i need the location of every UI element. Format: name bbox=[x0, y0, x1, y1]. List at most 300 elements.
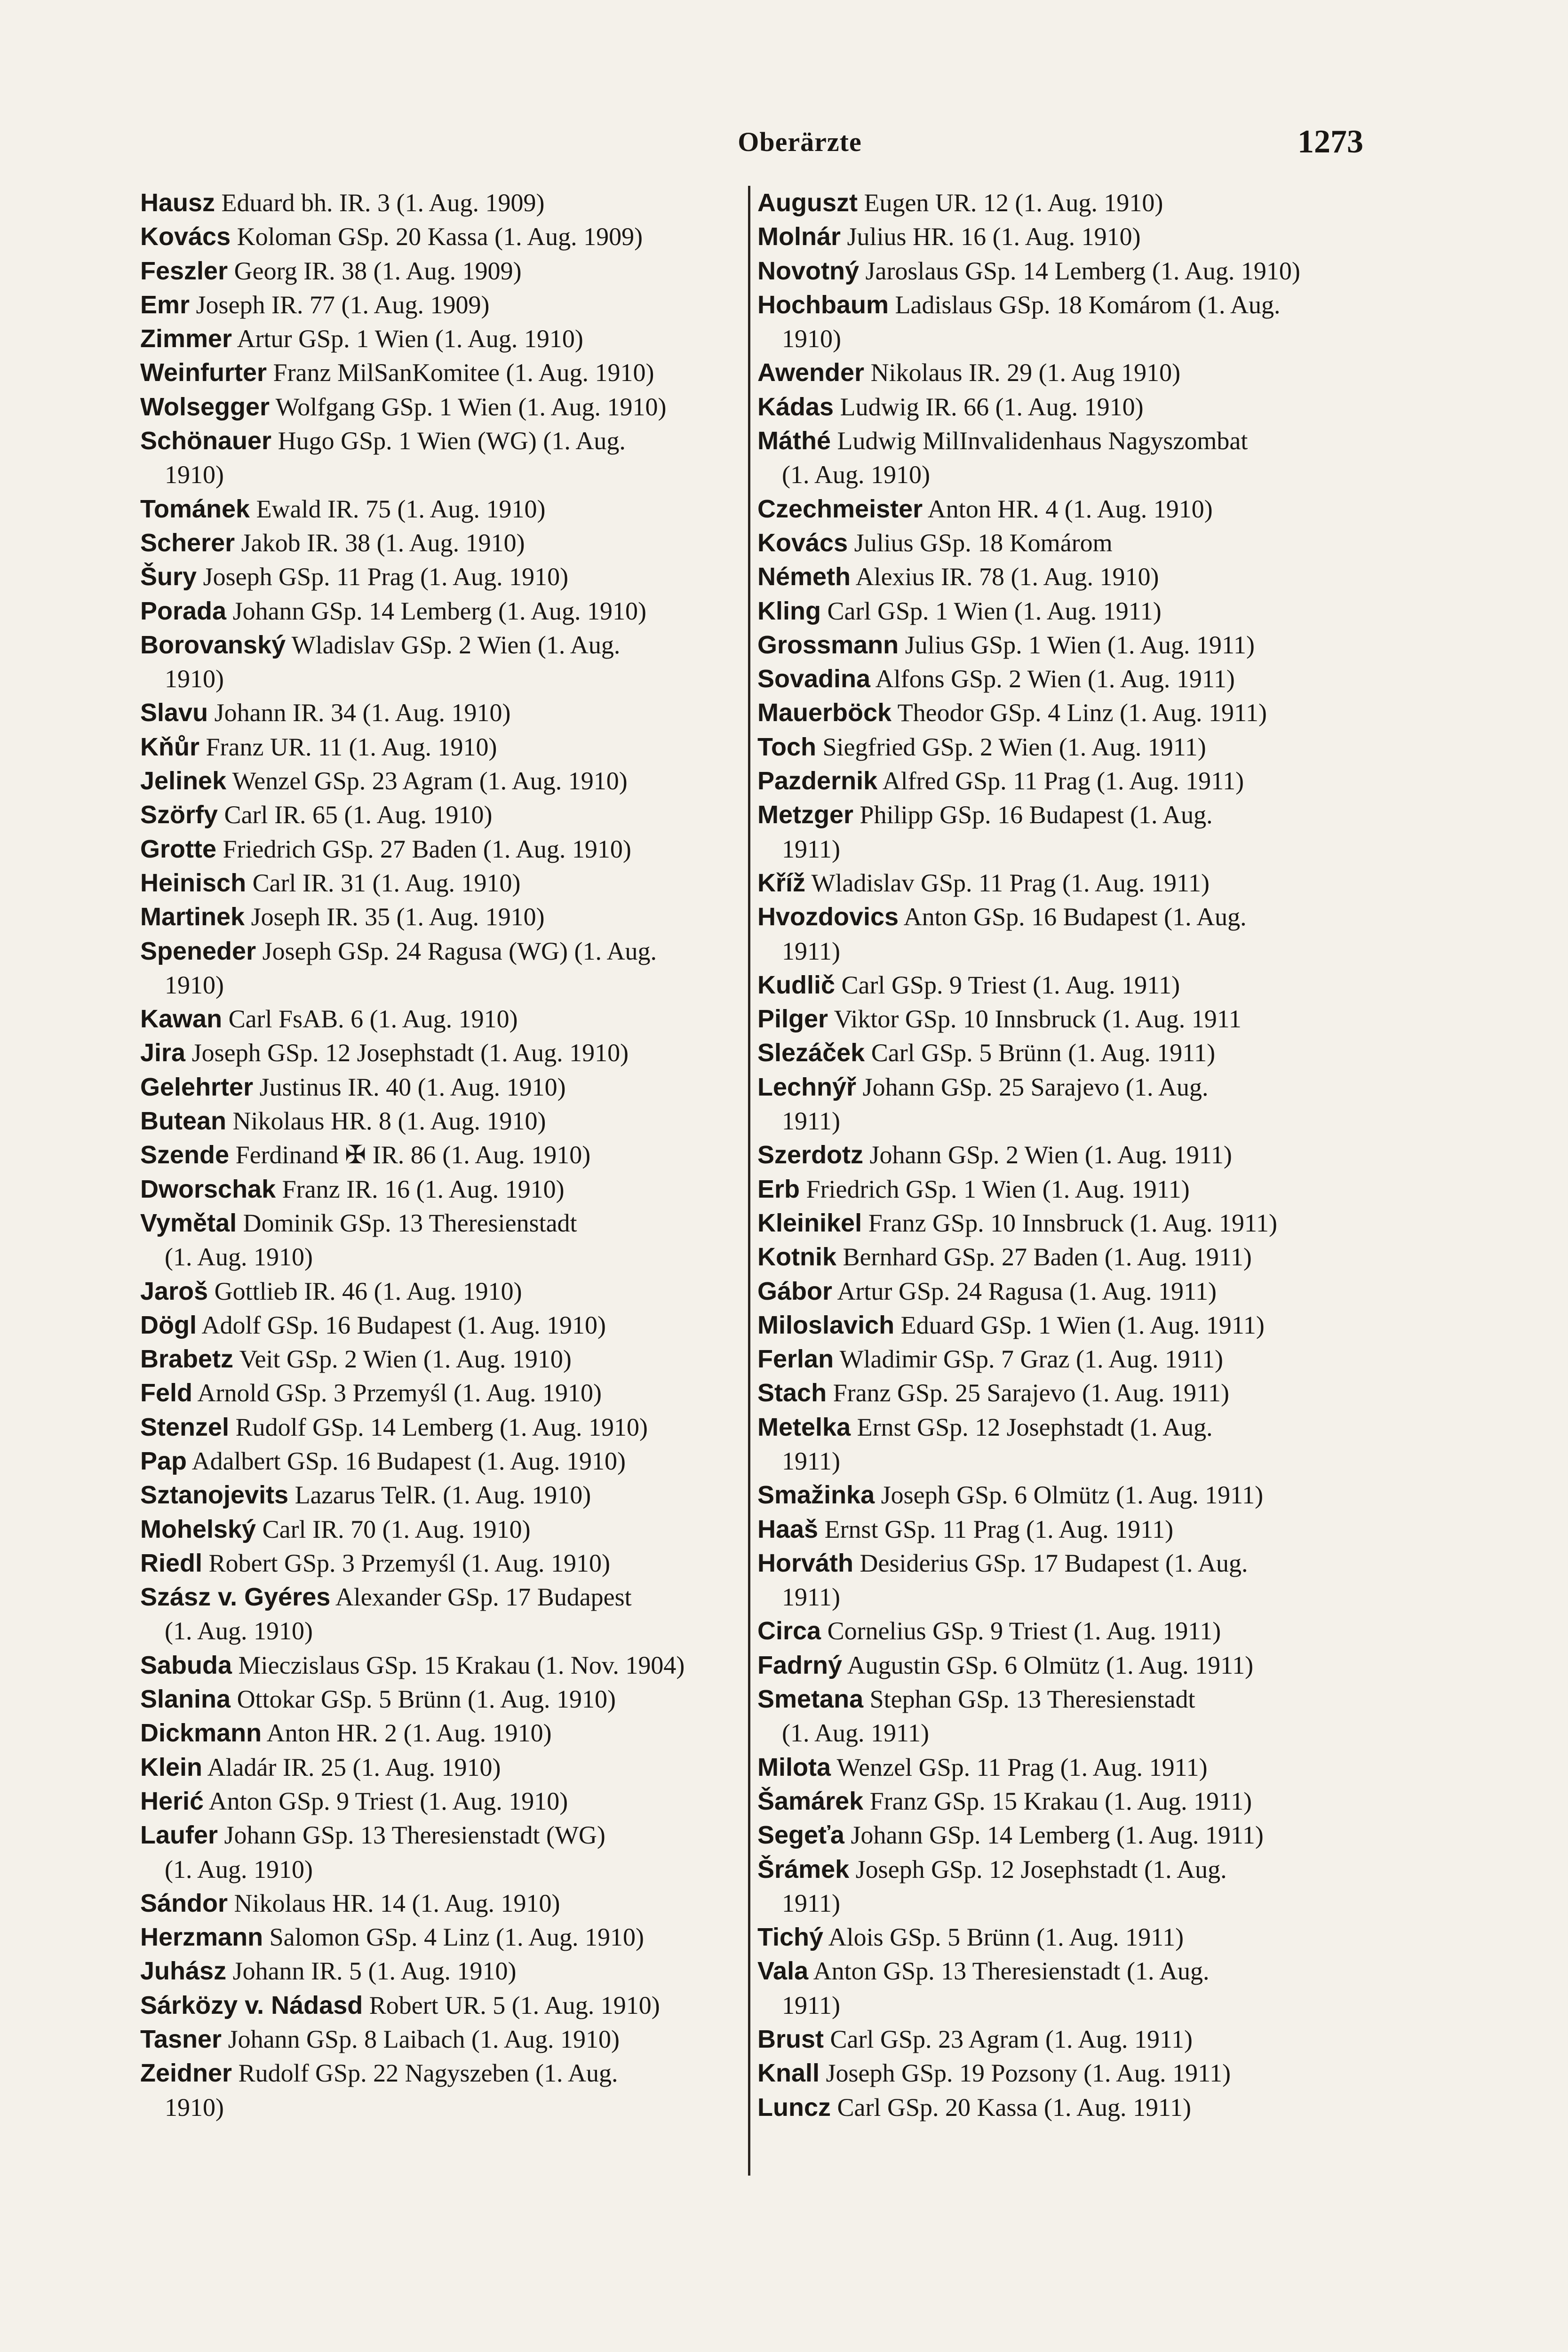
list-entry bbox=[757, 662, 1365, 696]
entry-continuation: (1. Aug. 1911) bbox=[782, 1719, 929, 1748]
list-entry bbox=[757, 1818, 1365, 1852]
entry-details: Anton HR. 2 (1. Aug. 1910) bbox=[262, 1719, 552, 1748]
list-entry bbox=[140, 1716, 747, 1750]
list-entry bbox=[757, 1648, 1365, 1682]
entry-surname: Slanina bbox=[140, 1685, 231, 1714]
entry-details: Nikolaus HR. 8 (1. Aug. 1910) bbox=[226, 1107, 546, 1136]
entry-continuation: 1911) bbox=[782, 1107, 840, 1136]
entry-details: Ottokar GSp. 5 Brünn (1. Aug. 1910) bbox=[231, 1685, 616, 1714]
entry-details: Franz MilSanKomitee (1. Aug. 1910) bbox=[267, 358, 654, 387]
entry-surname: Pazdernik bbox=[757, 767, 878, 795]
entry-surname: Sándor bbox=[140, 1889, 228, 1917]
entry-surname: Riedl bbox=[140, 1549, 203, 1577]
entry-details: Anton HR. 4 (1. Aug. 1910) bbox=[923, 494, 1213, 523]
entry-details: Franz GSp. 10 Innsbruck (1. Aug. 1911) bbox=[862, 1208, 1277, 1237]
entry-surname: Tichý bbox=[757, 1923, 824, 1952]
list-entry bbox=[757, 1206, 1365, 1240]
list-entry bbox=[757, 526, 1365, 560]
entry-details: Jaroslaus GSp. 14 Lemberg (1. Aug. 1910) bbox=[859, 256, 1300, 285]
list-entry bbox=[757, 1546, 1365, 1614]
entry-surname: Szörfy bbox=[140, 801, 218, 829]
entry-details: Carl FsAB. 6 (1. Aug. 1910) bbox=[222, 1005, 518, 1033]
entry-surname: Zeidner bbox=[140, 2059, 232, 2088]
entry-details: Arnold GSp. 3 Przemyśl (1. Aug. 1910) bbox=[192, 1379, 602, 1407]
entry-details: Nikolaus IR. 29 (1. Aug 1910) bbox=[864, 358, 1181, 387]
entry-surname: Erb bbox=[757, 1175, 800, 1203]
entry-details: Cornelius GSp. 9 Triest (1. Aug. 1911) bbox=[821, 1617, 1221, 1645]
list-entry bbox=[757, 1002, 1365, 1036]
entry-details: Alexander GSp. 17 Budapest bbox=[330, 1583, 632, 1612]
entry-details: Rudolf GSp. 22 Nagyszeben (1. Aug. bbox=[232, 2059, 618, 2088]
entry-details: Joseph GSp. 6 Olmütz (1. Aug. 1911) bbox=[875, 1481, 1264, 1510]
list-entry bbox=[140, 1036, 747, 1070]
right-column bbox=[757, 186, 1365, 2124]
entry-surname: Martinek bbox=[140, 903, 245, 931]
entry-surname: Metzger bbox=[757, 801, 854, 829]
list-entry bbox=[140, 1512, 747, 1546]
entry-details: Georg IR. 38 (1. Aug. 1909) bbox=[228, 256, 522, 285]
entry-surname: Juhász bbox=[140, 1957, 227, 1986]
entry-surname: Fadrný bbox=[757, 1651, 843, 1679]
list-entry bbox=[757, 968, 1365, 1002]
list-entry bbox=[140, 254, 747, 288]
entry-surname: Pap bbox=[140, 1446, 187, 1475]
list-entry bbox=[757, 390, 1365, 424]
entry-surname: Smetana bbox=[757, 1685, 864, 1714]
entry-details: Joseph GSp. 12 Josephstadt (1. Aug. bbox=[849, 1855, 1227, 1883]
entry-details: Johann IR. 34 (1. Aug. 1910) bbox=[208, 699, 511, 727]
entry-continuation: 1911) bbox=[782, 1889, 840, 1917]
entry-details: Julius GSp. 1 Wien (1. Aug. 1911) bbox=[899, 630, 1255, 659]
list-entry bbox=[757, 1172, 1365, 1206]
list-entry bbox=[140, 492, 747, 526]
entry-details: Carl GSp. 9 Triest (1. Aug. 1911) bbox=[835, 970, 1180, 999]
entry-surname: Feszler bbox=[140, 256, 228, 285]
entry-surname: Schönauer bbox=[140, 427, 272, 455]
list-entry bbox=[757, 900, 1365, 968]
list-entry bbox=[757, 696, 1365, 730]
list-entry bbox=[757, 492, 1365, 526]
entry-details: Carl IR. 65 (1. Aug. 1910) bbox=[218, 801, 493, 829]
entry-details: Wladimir GSp. 7 Graz (1. Aug. 1911) bbox=[834, 1345, 1223, 1374]
entry-details: Julius HR. 16 (1. Aug. 1910) bbox=[841, 222, 1141, 251]
entry-details: Friedrich GSp. 27 Baden (1. Aug. 1910) bbox=[216, 834, 631, 863]
entry-surname: Vymětal bbox=[140, 1208, 237, 1237]
list-entry bbox=[140, 1784, 747, 1818]
list-entry bbox=[140, 1376, 747, 1410]
entry-surname: Toch bbox=[757, 732, 816, 761]
entry-surname: Emr bbox=[140, 290, 190, 319]
entry-surname: Kovács bbox=[140, 222, 231, 251]
list-entry bbox=[140, 628, 747, 696]
list-entry bbox=[757, 1308, 1365, 1342]
list-entry bbox=[757, 798, 1365, 866]
entry-surname: Kňůr bbox=[140, 732, 199, 761]
list-entry bbox=[140, 560, 747, 594]
entry-surname: Butean bbox=[140, 1107, 227, 1136]
list-entry bbox=[140, 1206, 747, 1274]
list-entry bbox=[757, 1478, 1365, 1512]
entry-surname: Šury bbox=[140, 563, 197, 591]
list-entry bbox=[140, 866, 747, 900]
list-entry bbox=[140, 730, 747, 764]
entry-continuation: (1. Aug. 1910) bbox=[165, 1243, 313, 1271]
entry-details: Justinus IR. 40 (1. Aug. 1910) bbox=[253, 1073, 566, 1101]
entry-details: Ewald IR. 75 (1. Aug. 1910) bbox=[250, 494, 546, 523]
entry-surname: Porada bbox=[140, 596, 227, 625]
entry-surname: Sabuda bbox=[140, 1651, 232, 1679]
entry-details: Johann IR. 5 (1. Aug. 1910) bbox=[226, 1957, 517, 1986]
entry-surname: Luncz bbox=[757, 2093, 831, 2122]
entry-surname: Gelehrter bbox=[140, 1073, 254, 1101]
list-entry bbox=[757, 764, 1365, 798]
entry-details: Joseph GSp. 24 Ragusa (WG) (1. Aug. bbox=[256, 937, 657, 965]
list-entry bbox=[140, 288, 747, 322]
list-entry bbox=[757, 1784, 1365, 1818]
list-entry bbox=[757, 2090, 1365, 2124]
entry-details: Robert UR. 5 (1. Aug. 1910) bbox=[363, 1991, 660, 2019]
entry-details: Franz GSp. 25 Sarajevo (1. Aug. 1911) bbox=[827, 1379, 1229, 1407]
entry-details: Viktor GSp. 10 Innsbruck (1. Aug. 1911 bbox=[828, 1005, 1242, 1033]
entry-details: Theodor GSp. 4 Linz (1. Aug. 1911) bbox=[891, 699, 1267, 727]
entry-surname: Scherer bbox=[140, 528, 235, 557]
list-entry bbox=[140, 1444, 747, 1478]
entry-surname: Segeťa bbox=[757, 1821, 844, 1850]
left-column bbox=[140, 186, 747, 2124]
entry-surname: Weinfurter bbox=[140, 358, 267, 387]
entry-surname: Tománek bbox=[140, 494, 250, 523]
list-entry bbox=[140, 1954, 747, 1988]
entry-details: Adalbert GSp. 16 Budapest (1. Aug. 1910) bbox=[187, 1446, 626, 1475]
entry-details: Franz UR. 11 (1. Aug. 1910) bbox=[199, 732, 497, 761]
entry-details: Johann GSp. 14 Lemberg (1. Aug. 1910) bbox=[226, 596, 647, 625]
list-entry bbox=[140, 798, 747, 832]
list-entry bbox=[140, 1648, 747, 1682]
list-entry bbox=[140, 1886, 747, 1920]
entry-details: Joseph GSp. 12 Josephstadt (1. Aug. 1910) bbox=[185, 1039, 629, 1067]
entry-details: Alfons GSp. 2 Wien (1. Aug. 1911) bbox=[870, 665, 1235, 693]
list-entry bbox=[757, 1852, 1365, 1921]
list-entry bbox=[140, 2022, 747, 2056]
entry-surname: Laufer bbox=[140, 1821, 218, 1850]
entry-surname: Mohelský bbox=[140, 1515, 256, 1543]
list-entry bbox=[140, 1342, 747, 1376]
entry-details: Carl GSp. 23 Agram (1. Aug. 1911) bbox=[824, 2025, 1193, 2054]
list-entry bbox=[757, 1274, 1365, 1308]
entry-surname: Borovanský bbox=[140, 630, 286, 659]
entry-surname: Jelinek bbox=[140, 767, 227, 795]
entry-surname: Dickmann bbox=[140, 1719, 262, 1748]
entry-surname: Kling bbox=[757, 596, 821, 625]
list-entry bbox=[140, 1070, 747, 1104]
list-entry bbox=[757, 1920, 1365, 1954]
list-entry bbox=[140, 696, 747, 730]
entry-details: Eduard bh. IR. 3 (1. Aug. 1909) bbox=[215, 189, 545, 217]
entry-continuation: 1911) bbox=[782, 1446, 840, 1475]
entry-details: Adolf GSp. 16 Budapest (1. Aug. 1910) bbox=[196, 1311, 606, 1339]
entry-surname: Tasner bbox=[140, 2025, 222, 2054]
entry-details: Joseph GSp. 19 Pozsony (1. Aug. 1911) bbox=[820, 2059, 1231, 2088]
entry-surname: Szende bbox=[140, 1141, 230, 1169]
entry-details: Wenzel GSp. 23 Agram (1. Aug. 1910) bbox=[226, 767, 628, 795]
list-entry bbox=[140, 1546, 747, 1580]
entry-continuation: (1. Aug. 1910) bbox=[782, 461, 930, 489]
entry-surname: Németh bbox=[757, 563, 851, 591]
list-entry bbox=[757, 1138, 1365, 1172]
entry-surname: Haaš bbox=[757, 1515, 819, 1543]
list-entry bbox=[140, 1580, 747, 1648]
entry-details: Johann GSp. 2 Wien (1. Aug. 1911) bbox=[863, 1141, 1232, 1169]
entry-surname: Herić bbox=[140, 1787, 204, 1815]
entry-details: Ernst GSp. 12 Josephstadt (1. Aug. bbox=[851, 1413, 1213, 1441]
entry-surname: Smažinka bbox=[757, 1481, 875, 1510]
entry-details: Anton GSp. 16 Budapest (1. Aug. bbox=[899, 903, 1247, 931]
entry-surname: Kawan bbox=[140, 1005, 223, 1033]
entry-surname: Szerdotz bbox=[757, 1141, 864, 1169]
entry-details: Aladár IR. 25 (1. Aug. 1910) bbox=[202, 1753, 501, 1781]
list-entry bbox=[140, 1750, 747, 1784]
entry-details: Johann GSp. 13 Theresienstadt (WG) bbox=[218, 1821, 605, 1850]
entry-surname: Herzmann bbox=[140, 1923, 263, 1952]
entry-continuation: 1911) bbox=[782, 937, 840, 965]
entry-details: Bernhard GSp. 27 Baden (1. Aug. 1911) bbox=[836, 1243, 1252, 1271]
entry-details: Johann GSp. 25 Sarajevo (1. Aug. bbox=[856, 1073, 1209, 1101]
entry-surname: Miloslavich bbox=[757, 1311, 895, 1339]
entry-details: Wladislav GSp. 11 Prag (1. Aug. 1911) bbox=[805, 868, 1210, 897]
entry-details: Joseph GSp. 11 Prag (1. Aug. 1910) bbox=[197, 563, 569, 591]
entry-surname: Stach bbox=[757, 1379, 827, 1407]
entry-details: Franz IR. 16 (1. Aug. 1910) bbox=[276, 1175, 565, 1203]
list-entry bbox=[140, 1478, 747, 1512]
entry-details: Ferdinand ✠ IR. 86 (1. Aug. 1910) bbox=[229, 1141, 591, 1169]
page-title: Oberärzte bbox=[738, 127, 862, 157]
entry-surname: Grossmann bbox=[757, 630, 899, 659]
entry-surname: Metelka bbox=[757, 1413, 851, 1441]
list-entry bbox=[140, 832, 747, 866]
entry-surname: Jira bbox=[140, 1039, 186, 1067]
entry-details: Anton GSp. 9 Triest (1. Aug. 1910) bbox=[204, 1787, 568, 1815]
entry-details: Johann GSp. 14 Lemberg (1. Aug. 1911) bbox=[844, 1821, 1264, 1850]
entry-details: Veit GSp. 2 Wien (1. Aug. 1910) bbox=[233, 1345, 572, 1374]
list-entry bbox=[757, 2022, 1365, 2056]
list-entry bbox=[757, 288, 1365, 356]
entry-details: Carl IR. 70 (1. Aug. 1910) bbox=[256, 1515, 531, 1543]
list-entry bbox=[757, 1342, 1365, 1376]
entry-surname: Novotný bbox=[757, 256, 859, 285]
entry-surname: Kudlič bbox=[757, 970, 836, 999]
entry-details: Philipp GSp. 16 Budapest (1. Aug. bbox=[853, 801, 1213, 829]
entry-details: Ludwig IR. 66 (1. Aug. 1910) bbox=[834, 392, 1144, 421]
entry-surname: Kádas bbox=[757, 392, 834, 421]
entry-surname: Brust bbox=[757, 2025, 824, 2054]
entry-surname: Máthé bbox=[757, 427, 831, 455]
entry-surname: Gábor bbox=[757, 1277, 833, 1305]
list-entry bbox=[140, 934, 747, 1002]
entry-continuation: 1911) bbox=[782, 834, 840, 863]
list-entry bbox=[140, 1988, 747, 2022]
entry-surname: Czechmeister bbox=[757, 494, 923, 523]
entry-details: Ladislaus GSp. 18 Komárom (1. Aug. bbox=[889, 290, 1281, 319]
entry-surname: Awender bbox=[757, 358, 865, 387]
entry-surname: Kříž bbox=[757, 868, 806, 897]
entry-details: Gottlieb IR. 46 (1. Aug. 1910) bbox=[208, 1277, 522, 1305]
entry-surname: Feld bbox=[140, 1379, 193, 1407]
entry-surname: Dögl bbox=[140, 1311, 197, 1339]
list-entry bbox=[140, 390, 747, 424]
entry-details: Alois GSp. 5 Brünn (1. Aug. 1911) bbox=[823, 1923, 1184, 1952]
list-entry bbox=[757, 1070, 1365, 1138]
list-entry bbox=[757, 1410, 1365, 1478]
entry-surname: Kovács bbox=[757, 528, 848, 557]
entry-details: Anton GSp. 13 Theresienstadt (1. Aug. bbox=[808, 1957, 1210, 1986]
list-entry bbox=[140, 1138, 747, 1172]
entry-continuation: 1910) bbox=[165, 461, 224, 489]
entry-surname: Kotnik bbox=[757, 1243, 836, 1271]
entry-surname: Milota bbox=[757, 1753, 831, 1781]
entry-details: Carl GSp. 1 Wien (1. Aug. 1911) bbox=[820, 596, 1162, 625]
entry-details: Artur GSp. 1 Wien (1. Aug. 1910) bbox=[232, 325, 583, 353]
entry-surname: Circa bbox=[757, 1617, 821, 1645]
entry-surname: Grotte bbox=[140, 834, 216, 863]
entry-details: Wenzel GSp. 11 Prag (1. Aug. 1911) bbox=[831, 1753, 1208, 1781]
list-entry bbox=[140, 594, 747, 628]
entry-surname: Vala bbox=[757, 1957, 809, 1986]
entry-surname: Sovadina bbox=[757, 665, 871, 693]
entry-continuation: 1910) bbox=[165, 970, 224, 999]
entry-details: Hugo GSp. 1 Wien (WG) (1. Aug. bbox=[271, 427, 626, 455]
entry-surname: Sárközy v. Nádasd bbox=[140, 1991, 363, 2019]
entry-details: Stephan GSp. 13 Theresienstadt bbox=[863, 1685, 1195, 1714]
list-entry bbox=[757, 220, 1365, 254]
list-entry bbox=[757, 560, 1365, 594]
entry-details: Siegfried GSp. 2 Wien (1. Aug. 1911) bbox=[816, 732, 1206, 761]
entry-surname: Hausz bbox=[140, 189, 215, 217]
page-number: 1273 bbox=[1297, 124, 1363, 160]
entry-surname: Auguszt bbox=[757, 189, 858, 217]
list-entry bbox=[140, 1410, 747, 1444]
list-entry bbox=[140, 1818, 747, 1886]
list-entry bbox=[140, 1104, 747, 1138]
entry-surname: Heinisch bbox=[140, 868, 247, 897]
entry-surname: Slavu bbox=[140, 699, 208, 727]
entry-surname: Dworschak bbox=[140, 1175, 276, 1203]
entry-continuation: (1. Aug. 1910) bbox=[165, 1855, 313, 1883]
list-entry bbox=[140, 356, 747, 389]
list-entry bbox=[757, 254, 1365, 288]
list-entry bbox=[757, 1512, 1365, 1546]
entry-surname: Hvozdovics bbox=[757, 903, 899, 931]
column-divider bbox=[748, 186, 750, 2176]
list-entry bbox=[757, 730, 1365, 764]
list-entry bbox=[757, 356, 1365, 389]
entry-surname: Zimmer bbox=[140, 325, 232, 353]
list-entry bbox=[757, 2056, 1365, 2090]
entry-details: Eugen UR. 12 (1. Aug. 1910) bbox=[857, 189, 1163, 217]
entry-details: Lazarus TelR. (1. Aug. 1910) bbox=[288, 1481, 591, 1510]
entry-surname: Jaroš bbox=[140, 1277, 208, 1305]
list-entry bbox=[140, 900, 747, 934]
entry-continuation: 1911) bbox=[782, 1991, 840, 2019]
entry-details: Jakob IR. 38 (1. Aug. 1910) bbox=[235, 528, 525, 557]
list-entry bbox=[757, 1376, 1365, 1410]
entry-surname: Mauerböck bbox=[757, 699, 892, 727]
entry-details: Carl IR. 31 (1. Aug. 1910) bbox=[246, 868, 521, 897]
list-entry bbox=[140, 322, 747, 356]
list-entry bbox=[757, 1750, 1365, 1784]
entry-surname: Kleinikel bbox=[757, 1208, 862, 1237]
list-entry bbox=[140, 1920, 747, 1954]
entry-surname: Šrámek bbox=[757, 1855, 850, 1883]
entry-continuation: (1. Aug. 1910) bbox=[165, 1617, 313, 1645]
entry-surname: Klein bbox=[140, 1753, 203, 1781]
entry-details: Nikolaus HR. 14 (1. Aug. 1910) bbox=[228, 1889, 560, 1917]
list-entry bbox=[757, 1614, 1365, 1648]
list-entry bbox=[757, 424, 1365, 492]
entry-details: Wolfgang GSp. 1 Wien (1. Aug. 1910) bbox=[270, 392, 667, 421]
entry-details: Salomon GSp. 4 Linz (1. Aug. 1910) bbox=[263, 1923, 645, 1952]
entry-details: Carl GSp. 20 Kassa (1. Aug. 1911) bbox=[831, 2093, 1191, 2122]
entry-details: Wladislav GSp. 2 Wien (1. Aug. bbox=[286, 630, 621, 659]
entry-details: Joseph IR. 35 (1. Aug. 1910) bbox=[245, 903, 545, 931]
entry-details: Alfred GSp. 11 Prag (1. Aug. 1911) bbox=[877, 767, 1244, 795]
list-entry bbox=[757, 1036, 1365, 1070]
entry-details: Johann GSp. 8 Laibach (1. Aug. 1910) bbox=[222, 2025, 620, 2054]
entry-surname: Slezáček bbox=[757, 1039, 865, 1067]
list-entry bbox=[140, 1682, 747, 1716]
list-entry bbox=[757, 1682, 1365, 1750]
entry-details: Mieczislaus GSp. 15 Krakau (1. Nov. 1904) bbox=[232, 1651, 685, 1679]
entry-surname: Pilger bbox=[757, 1005, 828, 1033]
entry-details: Rudolf GSp. 14 Lemberg (1. Aug. 1910) bbox=[229, 1413, 648, 1441]
list-entry bbox=[757, 1954, 1365, 2022]
entry-surname: Wolsegger bbox=[140, 392, 270, 421]
list-entry bbox=[140, 764, 747, 798]
entry-details: Augustin GSp. 6 Olmütz (1. Aug. 1911) bbox=[842, 1651, 1254, 1679]
entry-surname: Szász v. Gyéres bbox=[140, 1583, 331, 1612]
entry-details: Alexius IR. 78 (1. Aug. 1910) bbox=[851, 563, 1159, 591]
entry-surname: Stenzel bbox=[140, 1413, 230, 1441]
entry-continuation: 1910) bbox=[782, 325, 841, 353]
list-entry bbox=[140, 2056, 747, 2124]
list-entry bbox=[140, 186, 747, 220]
entry-details: Dominik GSp. 13 Theresienstadt bbox=[237, 1208, 577, 1237]
entry-details: Carl GSp. 5 Brünn (1. Aug. 1911) bbox=[865, 1039, 1216, 1067]
entry-surname: Hochbaum bbox=[757, 290, 889, 319]
entry-surname: Knall bbox=[757, 2059, 820, 2088]
entry-details: Eduard GSp. 1 Wien (1. Aug. 1911) bbox=[894, 1311, 1265, 1339]
list-entry bbox=[140, 1172, 747, 1206]
list-entry bbox=[757, 186, 1365, 220]
entry-surname: Horváth bbox=[757, 1549, 854, 1577]
entry-surname: Ferlan bbox=[757, 1345, 834, 1374]
list-entry bbox=[140, 220, 747, 254]
list-entry bbox=[757, 594, 1365, 628]
list-entry bbox=[757, 866, 1365, 900]
entry-surname: Sztanojevits bbox=[140, 1481, 289, 1510]
entry-details: Desiderius GSp. 17 Budapest (1. Aug. bbox=[853, 1549, 1248, 1577]
entry-details: Robert GSp. 3 Przemyśl (1. Aug. 1910) bbox=[202, 1549, 610, 1577]
entry-details: Julius GSp. 18 Komárom bbox=[848, 528, 1113, 557]
entry-details: Koloman GSp. 20 Kassa (1. Aug. 1909) bbox=[231, 222, 643, 251]
entry-continuation: 1910) bbox=[165, 2093, 224, 2122]
entry-details: Ludwig MilInvalidenhaus Nagyszombat bbox=[831, 427, 1248, 455]
entry-surname: Speneder bbox=[140, 937, 256, 965]
entry-details: Ernst GSp. 11 Prag (1. Aug. 1911) bbox=[818, 1515, 1174, 1543]
list-entry bbox=[757, 628, 1365, 662]
list-entry bbox=[757, 1240, 1365, 1274]
entry-surname: Molnár bbox=[757, 222, 841, 251]
entry-surname: Lechnýř bbox=[757, 1073, 857, 1101]
